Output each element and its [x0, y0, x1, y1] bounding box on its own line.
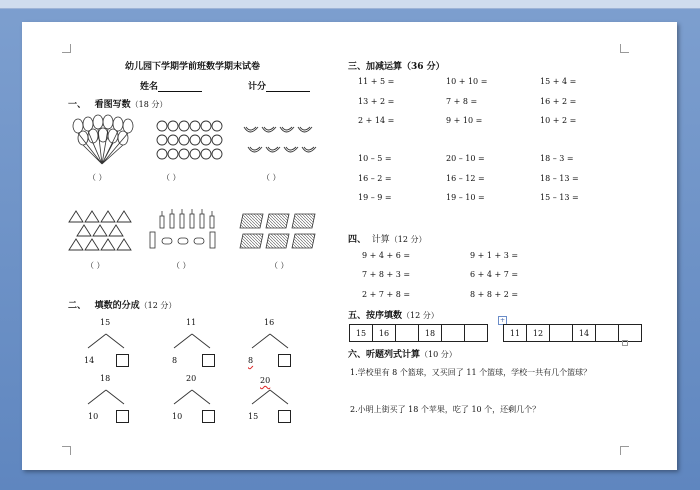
- decomp-lines: [86, 334, 126, 350]
- balloons-image: [70, 116, 136, 166]
- section3-heading: 三、加减运算（36 分）: [348, 62, 445, 72]
- crop-mark: [620, 44, 629, 53]
- equation: 19 – 10 =: [446, 193, 485, 202]
- answer-paren[interactable]: （ ）: [162, 173, 181, 182]
- table-move-handle-icon[interactable]: +: [499, 317, 506, 324]
- equation: 16 – 12 =: [446, 174, 485, 183]
- equation: 18 – 13 =: [540, 174, 579, 183]
- circles-image: [156, 120, 224, 162]
- decomp-answer-box[interactable]: [116, 354, 129, 367]
- section1-heading: 一、 看图写数（18 分）: [68, 100, 168, 110]
- decomp-left: 8: [248, 356, 254, 365]
- equation: 6 + 4 + 7 =: [470, 270, 519, 279]
- tiles-image: [240, 212, 320, 252]
- decomp-left: 14: [84, 356, 95, 365]
- score-label: 计分: [248, 82, 267, 92]
- crop-mark: [620, 446, 629, 455]
- equation: 15 – 13 =: [540, 193, 579, 202]
- decomp-lines: [250, 390, 290, 406]
- equation: 2 + 14 =: [358, 116, 395, 125]
- decomp-top: 20: [260, 376, 271, 385]
- equation: 10 – 5 =: [358, 154, 392, 163]
- decomp-lines: [250, 334, 290, 350]
- document-page: [22, 22, 677, 470]
- decomp-left: 15: [248, 412, 259, 421]
- equation: 9 + 4 + 6 =: [362, 251, 411, 260]
- question-1: 1.学校里有 8 个篮球，又买回了 11 个篮球，学校一共有几个篮球？: [350, 368, 592, 377]
- equation: 8 + 8 + 2 =: [470, 290, 519, 299]
- equation: 11 + 5 =: [358, 77, 395, 86]
- name-blank[interactable]: [158, 82, 202, 92]
- decomp-top: 20: [186, 374, 197, 383]
- crop-mark: [62, 44, 71, 53]
- decomp-answer-box[interactable]: [278, 354, 291, 367]
- decomp-top: 11: [186, 318, 197, 327]
- seq-cell[interactable]: [549, 324, 573, 342]
- triangles-image: [68, 210, 132, 252]
- answer-paren[interactable]: （ ）: [172, 261, 191, 270]
- answer-paren[interactable]: （ ）: [262, 173, 281, 182]
- crop-mark: [62, 446, 71, 455]
- decomp-left: 8: [172, 356, 178, 365]
- decomp-answer-box[interactable]: [278, 410, 291, 423]
- equation: 9 + 1 + 3 =: [470, 251, 519, 260]
- seq-cell: 12: [526, 324, 550, 342]
- equation: 16 – 2 =: [358, 174, 392, 183]
- equation: 9 + 10 =: [446, 116, 483, 125]
- decomp-lines: [86, 390, 126, 406]
- seq-cell: 18: [418, 324, 442, 342]
- equation: 18 – 3 =: [540, 154, 574, 163]
- equation: 10 + 10 =: [446, 77, 488, 86]
- seq-cell: 15: [349, 324, 373, 342]
- decomp-answer-box[interactable]: [116, 410, 129, 423]
- equation: 7 + 8 =: [446, 97, 478, 106]
- answer-paren[interactable]: （ ）: [86, 261, 105, 270]
- decomp-top: 16: [264, 318, 275, 327]
- decomp-top: 18: [100, 374, 111, 383]
- decomp-left: 10: [88, 412, 99, 421]
- equation: 13 + 2 =: [358, 97, 395, 106]
- seq-cell[interactable]: [441, 324, 465, 342]
- decomp-lines: [172, 334, 212, 350]
- toolbar-strip: [0, 0, 700, 9]
- section5-heading: 五、按序填数（12 分）: [348, 311, 439, 321]
- equation: 20 – 10 =: [446, 154, 485, 163]
- decomp-lines: [172, 390, 212, 406]
- equation: 15 + 4 =: [540, 77, 577, 86]
- equation: 10 + 2 =: [540, 116, 577, 125]
- equation: 7 + 8 + 3 =: [362, 270, 411, 279]
- seq-cell[interactable]: [395, 324, 419, 342]
- decomp-answer-box[interactable]: [202, 354, 215, 367]
- seq-cell[interactable]: [595, 324, 619, 342]
- name-field: [140, 79, 202, 92]
- equation: 2 + 7 + 8 =: [362, 290, 411, 299]
- seq-cell: 11: [503, 324, 527, 342]
- score-blank[interactable]: [266, 82, 310, 92]
- name-label: 姓名: [140, 82, 159, 92]
- sequence-boxes-1: [350, 324, 488, 342]
- decomp-left: 10: [172, 412, 183, 421]
- section2-heading: 二、 填数的分成（12 分）: [68, 301, 177, 311]
- candles-image: [148, 208, 220, 254]
- section6-heading: 六、听题列式计算（10 分）: [348, 350, 457, 360]
- answer-paren[interactable]: （ ）: [88, 173, 107, 182]
- decomp-answer-box[interactable]: [202, 410, 215, 423]
- score-field: [248, 79, 310, 92]
- equation: 19 – 9 =: [358, 193, 392, 202]
- decomp-top: 15: [100, 318, 111, 327]
- seq-cell[interactable]: [464, 324, 488, 342]
- table-resize-handle-icon[interactable]: [622, 340, 628, 346]
- seq-cell: 16: [372, 324, 396, 342]
- seq-cell: 14: [572, 324, 596, 342]
- question-2: 2.小明上街买了 18 个苹果，吃了 10 个，还剩几个？: [350, 405, 541, 414]
- page-title: 幼儿园下学期学前班数学期末试卷: [125, 62, 261, 72]
- section4-heading: 四、 计算（12 分）: [348, 235, 427, 245]
- equation: 16 + 2 =: [540, 97, 577, 106]
- answer-paren[interactable]: （ ）: [270, 261, 289, 270]
- bananas-image: [242, 123, 322, 163]
